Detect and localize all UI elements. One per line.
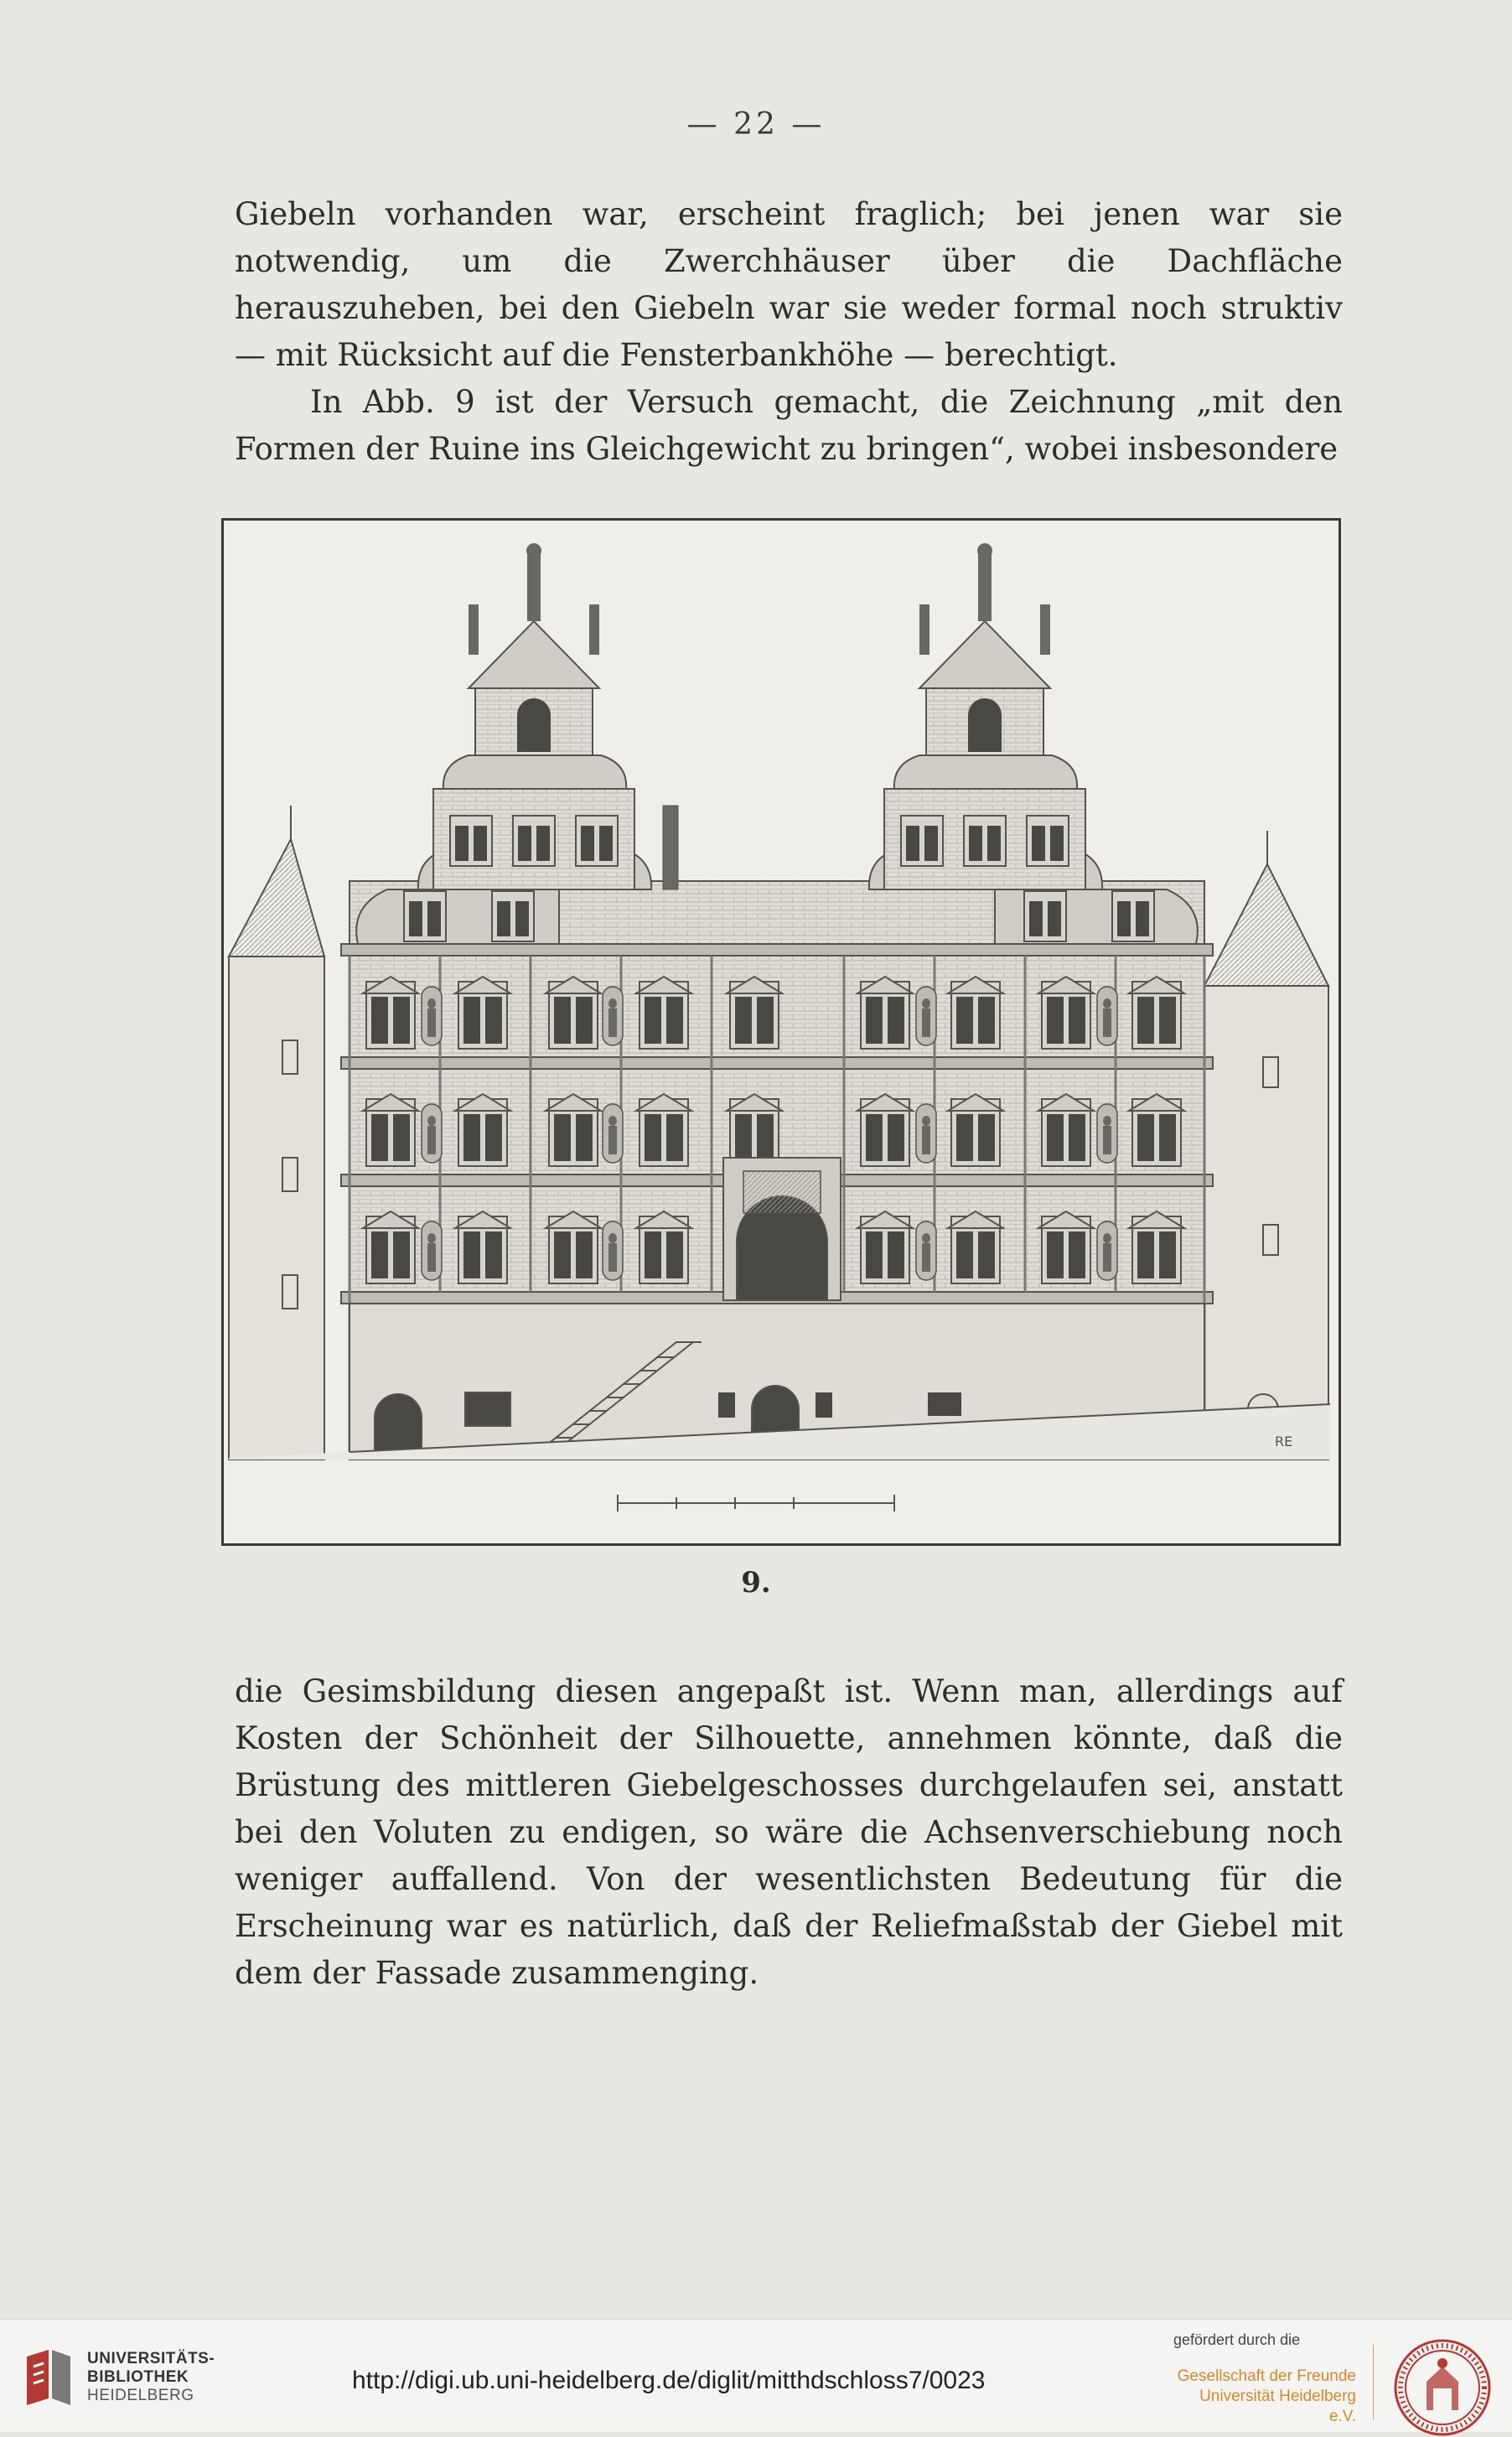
page-number: — 22 —	[686, 107, 826, 142]
paragraph: In Abb. 9 ist der Versuch gemacht, die Zeichnung „mit den Formen der Ruine ins Gleichgewicht zu bringen“, wobei insbesondere	[235, 384, 1343, 467]
paragraph: Giebeln vorhanden war, erscheint fraglich; bei jenen war sie notwendig, um die Zwerchhäuser über die Dachfläche herauszuheben, bei den Giebeln war sie weder formal noch struktiv — mit Rücksicht auf die Fensterbankhöhe — berechtigt.	[235, 196, 1343, 373]
figure-label: 9.	[741, 1566, 771, 1600]
facade-drawing	[224, 521, 1339, 1543]
sponsor-name[interactable]	[1177, 2367, 1356, 2427]
sponsor-name-line: Universität Heidelberg e.V.	[1199, 2388, 1356, 2425]
sponsor-name-line: Gesellschaft der Freunde	[1177, 2367, 1356, 2385]
library-name	[87, 2350, 215, 2405]
text-block-top	[235, 191, 1343, 473]
viewer-footer	[0, 2319, 1512, 2432]
library-name-line: HEIDELBERG	[87, 2387, 194, 2404]
text-block-bottom	[235, 1668, 1343, 1997]
university-seal-icon	[1393, 2338, 1492, 2437]
divider	[1373, 2345, 1374, 2420]
permalink-url[interactable]: http://digi.ub.uni-heidelberg.de/diglit/mitthdschloss7/0023	[352, 2367, 986, 2394]
artist-signature: RE	[1275, 1434, 1293, 1449]
university-library-logo-icon	[23, 2348, 74, 2407]
paragraph: die Gesimsbildung diesen angepaßt ist. Wenn man, allerdings auf Kosten der Schönheit der Silhouette, annehmen könnte, daß die Brüstung des mittleren Giebelgeschosses durchgelaufen sei, anstatt bei den Voluten zu endigen, so wäre die Achsenverschiebung noch weniger auffallend. Von der wesentlichsten Bedeutung für die Erscheinung war es natürlich, daß der Reliefmaßstab der Giebel mit dem der Fassade zusammenging.	[235, 1673, 1343, 1991]
library-name-line: BIBLIOTHEK	[87, 2368, 189, 2386]
facade-illustration	[221, 518, 1341, 1546]
sponsor-note: gefördert durch die	[1173, 2331, 1301, 2348]
library-name-line: UNIVERSITÄTS-	[87, 2350, 215, 2367]
